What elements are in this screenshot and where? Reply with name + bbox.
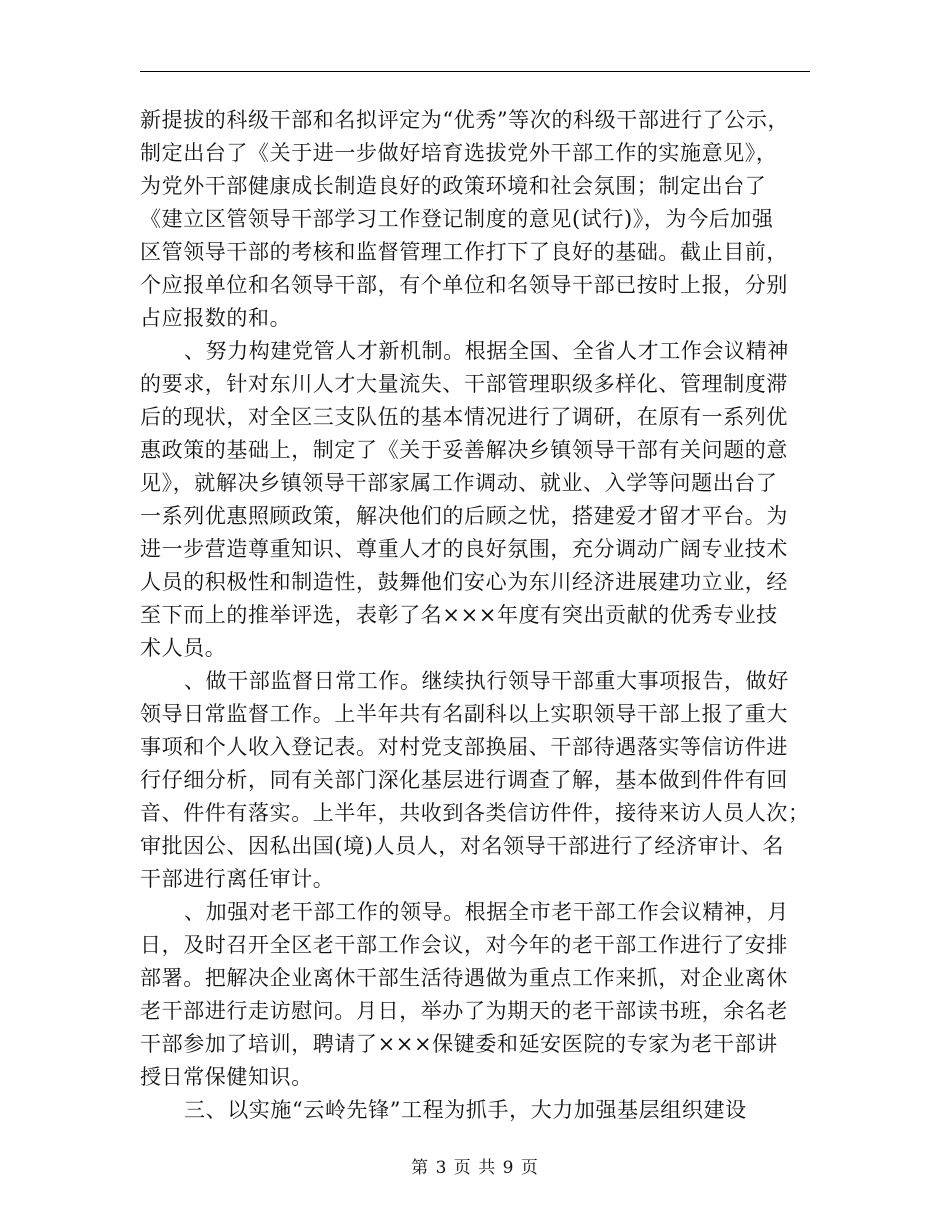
text-line: 的要求，针对东川人才大量流失、干部管理职级多样化、管理制度滞 (140, 372, 788, 396)
text-line: 领导日常监督工作。上半年共有名副科以上实职领导干部上报了重大 (140, 702, 788, 726)
text-line: 日，及时召开全区老干部工作会议，对今年的老干部工作进行了安排 (140, 933, 788, 957)
text-line: 个应报单位和名领导干部，有个单位和名领导干部已按时上报，分别 (140, 273, 788, 297)
text-line: 三、以实施“云岭先锋”工程为抓手，大力加强基层组织建设 (184, 1098, 747, 1122)
text-line: 音、件件有落实。上半年，共收到各类信访件件，接待来访人员人次； (140, 801, 810, 825)
body-text (140, 104, 816, 1127)
text-line: 制定出台了《关于进一步做好培育选拔党外干部工作的实施意见》， (140, 141, 778, 165)
text-line: 行仔细分析，同有关部门深化基层进行调查了解，基本做到件件有回 (140, 768, 788, 792)
text-line: 见》，就解决乡镇领导干部家属工作调动、就业、入学等问题出台了 (140, 471, 778, 495)
text-line: 部署。把解决企业离休干部生活待遇做为重点工作来抓，对企业离休 (140, 966, 788, 990)
text-line: 进一步营造尊重知识、尊重人才的良好氛围，充分调动广阔专业技术 (140, 537, 788, 561)
text-line: 、努力构建党管人才新机制。根据全国、全省人才工作会议精神 (184, 339, 789, 363)
text-line: 干部进行离任审计。 (140, 867, 335, 891)
text-line: 《建立区管领导干部学习工作登记制度的意见(试行)》，为今后加强 (140, 207, 774, 231)
page-footer: 第 3 页 共 9 页 (411, 1158, 539, 1178)
text-line: 惠政策的基础上，制定了《关于妥善解决乡镇领导干部有关问题的意 (140, 438, 788, 462)
text-line: 、做干部监督日常工作。继续执行领导干部重大事项报告，做好 (184, 669, 789, 693)
text-line: 老干部进行走访慰问。月日，举办了为期天的老干部读书班，余名老 (140, 999, 788, 1023)
text-line: 新提拔的科级干部和名拟评定为“优秀”等次的科级干部进行了公示， (140, 108, 790, 132)
text-line: 干部参加了培训，聘请了×××保键委和延安医院的专家为老干部讲 (140, 1032, 778, 1056)
text-line: 人员的积极性和制造性，鼓舞他们安心为东川经济进展建功立业，经 (140, 570, 788, 594)
text-line: 一系列优惠照顾政策，解决他们的后顾之忧，搭建爱才留才平台。为 (140, 504, 788, 528)
text-line: 后的现状，对全区三支队伍的基本情况进行了调研，在原有一系列优 (140, 405, 788, 429)
text-line: 为党外干部健康成长制造良好的政策环境和社会氛围；制定出台了 (140, 174, 767, 198)
text-line: 占应报数的和。 (140, 306, 292, 330)
text-line: 区管领导干部的考核和监督管理工作打下了良好的基础。截止目前， (140, 240, 788, 264)
text-line: 至下而上的推举评选，表彰了名×××年度有突出贡献的优秀专业技 (140, 603, 778, 627)
header-rule (140, 71, 810, 72)
text-line: 审批因公、因私出国(境)人员人，对名领导干部进行了经济审计、名 (140, 834, 784, 858)
text-line: 事项和个人收入登记表。对村党支部换届、干部待遇落实等信访件进 (140, 735, 788, 759)
text-line: 术人员。 (140, 636, 227, 660)
text-line: 授日常保健知识。 (140, 1065, 313, 1089)
text-line: 、加强对老干部工作的领导。根据全市老干部工作会议精神，月 (184, 900, 789, 924)
